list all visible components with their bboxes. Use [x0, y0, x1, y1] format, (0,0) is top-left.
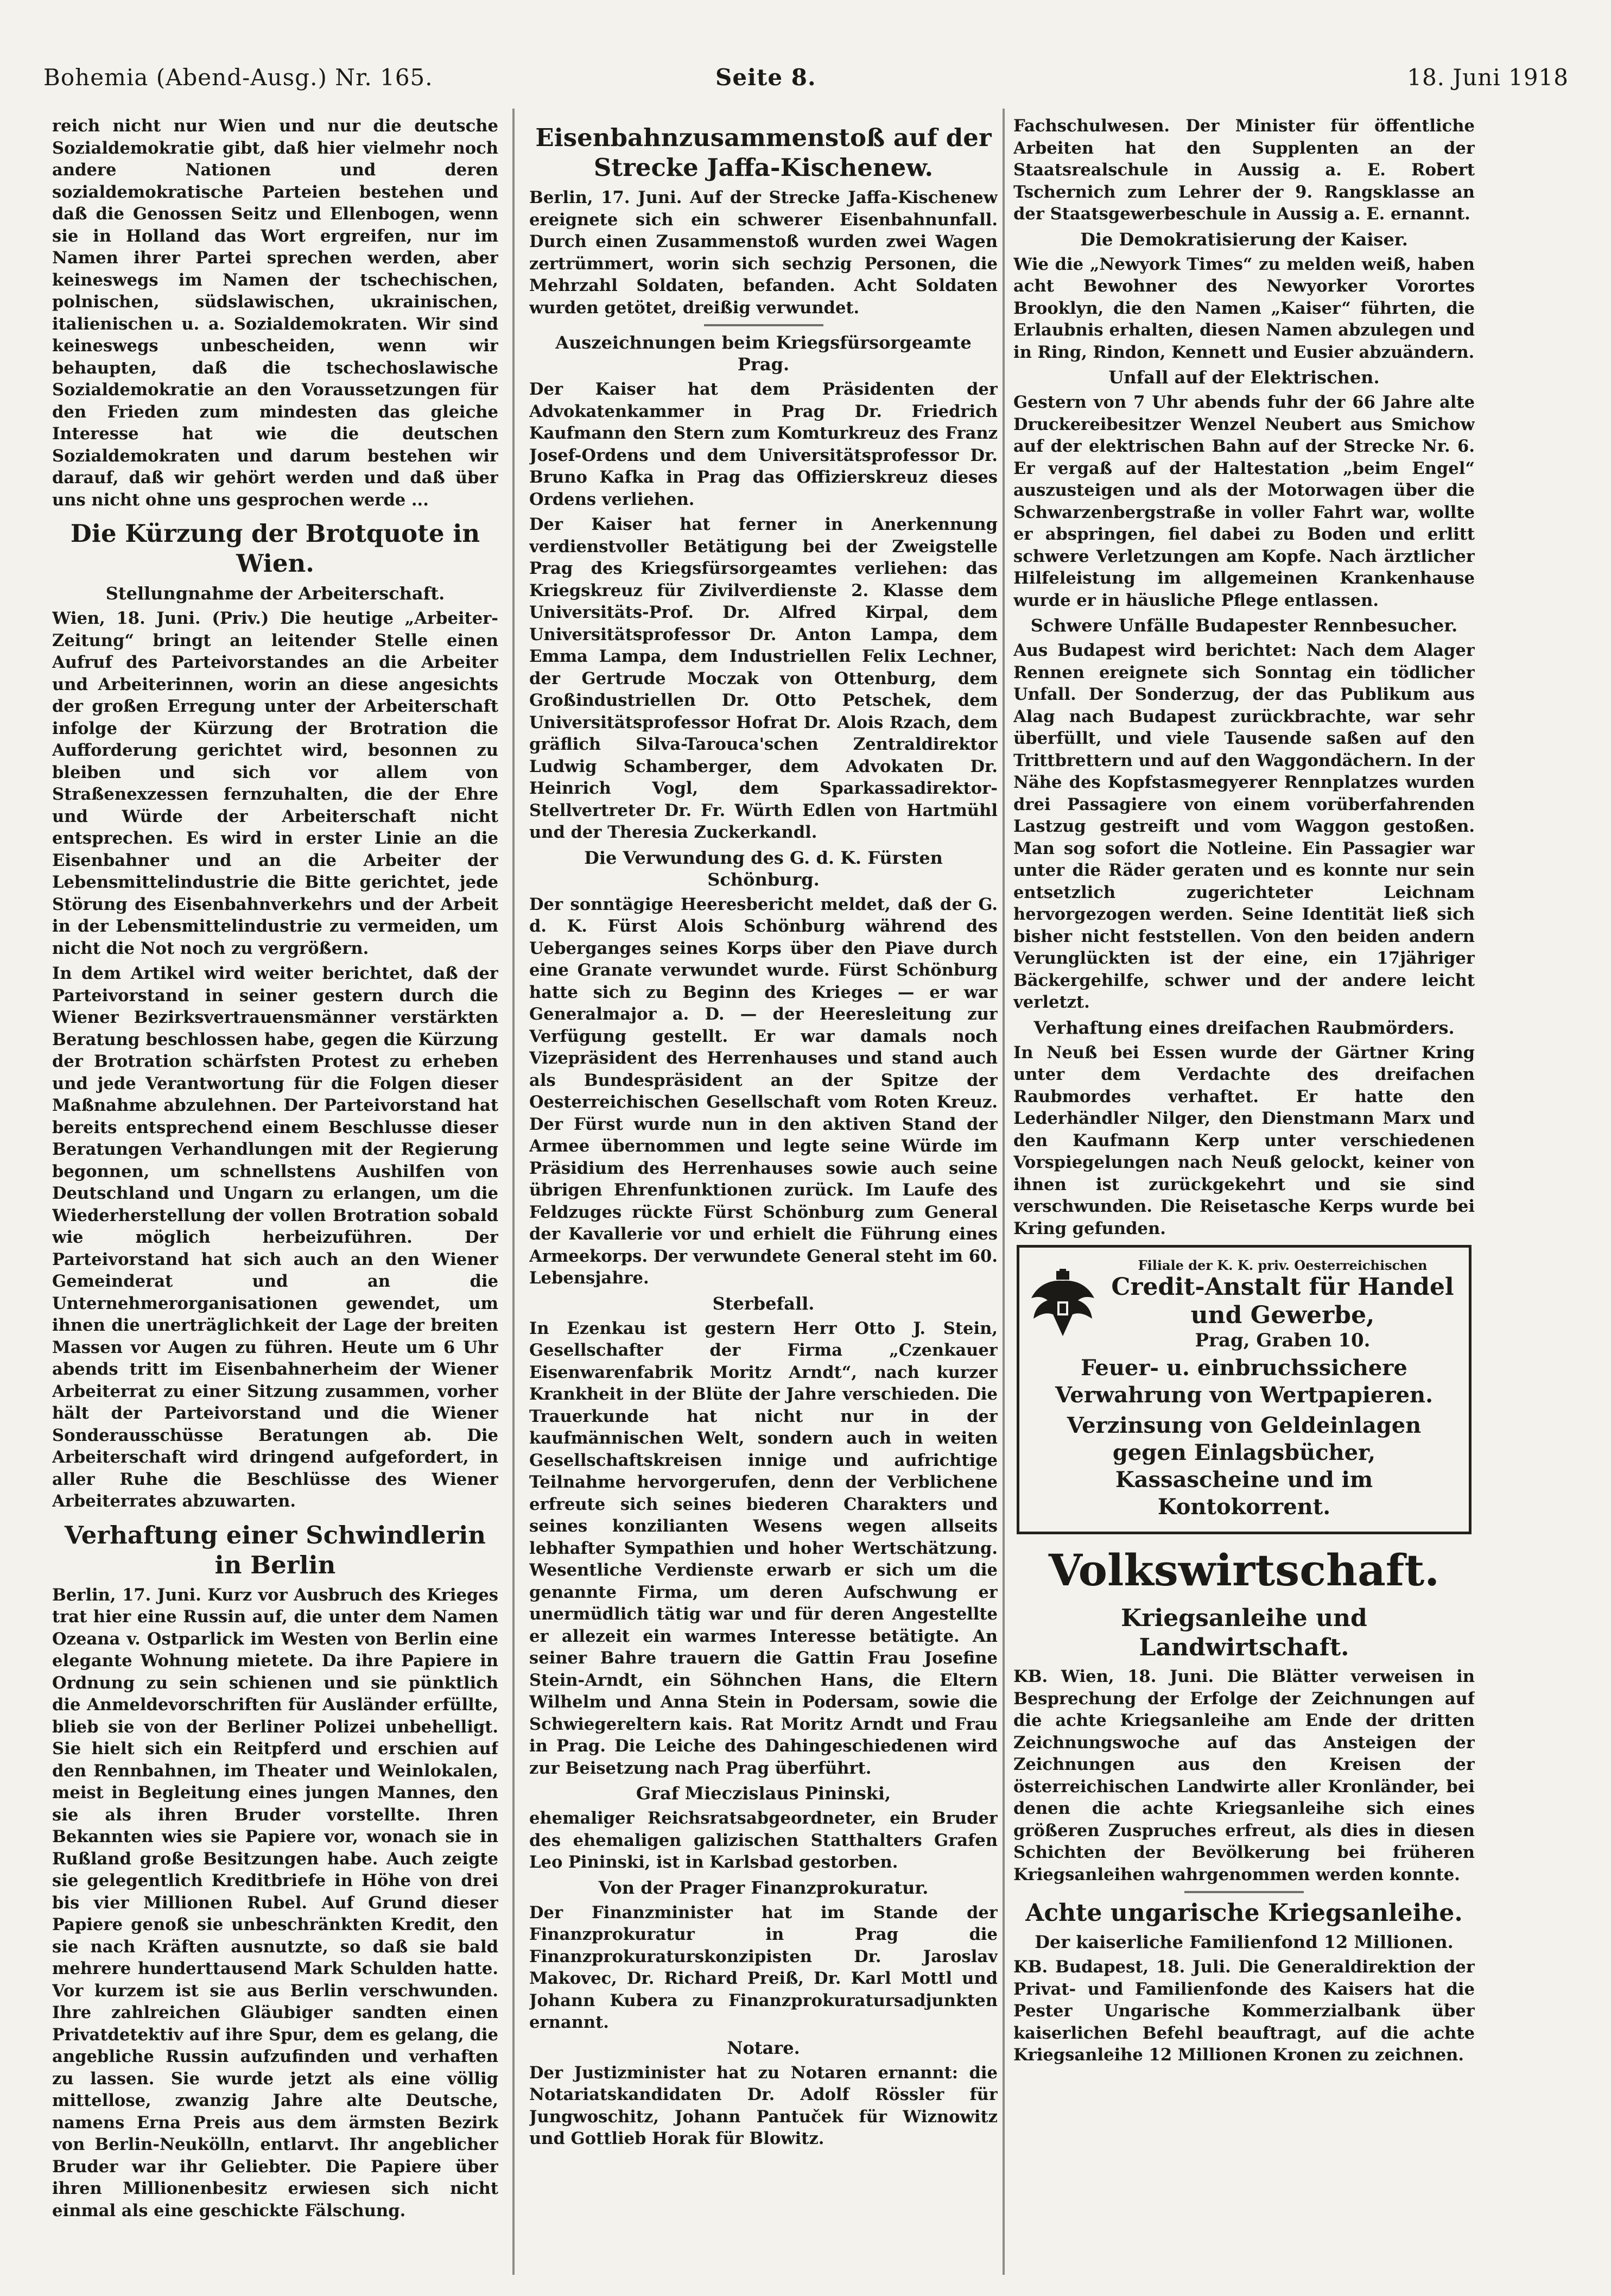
- ad-service-line: Feuer- u. einbruchssichere Verwahrung von Wertpapieren.: [1055, 1355, 1434, 1408]
- article-paragraph: Der Finanzminister hat im Stande der Finanzprokuratur in Prag die Finanzprokuraturskonzipisten Dr. Jaroslav Makovec, Dr. Richard Preiß, Dr. Karl Mottl und Johann Kubera zu Finanzprokuratursadjunkten ernannt.: [529, 1902, 998, 2032]
- article-paragraph: In Ezenkau ist gestern Herr Otto J. Stein, Gesellschafter der Firma „Czenkauer Eisenwarenfabrik Moritz Arndt“, nach kurzer Krankheit in der Blüte der Jahre verschieden. Die Trauerkunde hat nicht nur in der kaufmännischen Welt, sondern auch in weiten Gesellschaftskreisen innige und aufrichtige Teilnahme hervorgerufen, denn der Verblichene erfreute sich seines biederen Charakters und seines konzilianten Wesens wegen allseits lebhafter Sympathien und hoher Wertschätzung. Wesentliche Verdienste erwarb er sich um die genannte Firma, um deren Aufschwung er unermüdlich tätig war und für deren Angestellte er allezeit ein warmes Interesse betätigte. An seiner Bahre trauern die Gattin Frau Josefine Stein-Arndt, ein Söhnchen Hans, die Eltern Wilhelm und Anna Stein in Podersam, sowie die Schwiegereltern kais. Rat Moritz Arndt und Frau in Prag. Die Leiche des Dahingeschiedenen wird zur Beisetzung nach Prag überführt.: [529, 1318, 998, 1778]
- double-eagle-emblem-icon: [1028, 1269, 1098, 1340]
- article-paragraph: Der Kaiser hat ferner in Anerkennung verdienstvoller Betätigung bei der Zweigstelle Prag des Kriegsfürsorgeamtes verliehen: das Kriegskreuz für Zivilverdienste 2. Klasse dem Universitäts-Prof. Dr. Alfred Kirpal, dem Universitätsprofessor Dr. Anton Lampa, dem Emma Lampa, dem Industriellen Felix Lechner, der Gertrude Moczak von Ottenburg, dem Großindustriellen Dr. Otto Petschek, dem Universitätsprofessor Hofrat Dr. Alois Rzach, dem gräflich Silva-Tarouca'schen Zentraldirektor Ludwig Schamberger, dem Advokaten Dr. Heinrich Vogl, dem Sparkassadirektor-Stellvertreter Dr. Fr. Würth Edlen von Hartmühl und der Theresia Zuckerkandl.: [529, 515, 998, 842]
- column-divider: [1003, 109, 1005, 2275]
- article-paragraph: KB. Budapest, 18. Juli. Die Generaldirektion der Privat- und Familienfonde des Kaisers hat die Pester Ungarische Kommerzialbank über kaiserlichen Befehl beauftragt, auf die achte Kriegsanleihe 12 Millionen Kronen zu zeichnen.: [1013, 1957, 1475, 2065]
- column-1: [52, 115, 498, 2265]
- page-number: Seite 8.: [715, 64, 816, 91]
- article-headline: Die Verwundung des G. d. K. Fürsten Schönburg.: [584, 847, 943, 890]
- article-headline: Sterbefall.: [712, 1293, 815, 1314]
- article-paragraph: In Neuß bei Essen wurde der Gärtner Kring unter dem Verdachte des dreifachen Raubmordes verhaftet. Er hatte den Lederhändler Nilger, den Dienstmann Marx und den Kaufmann Kerp unter verschiedenen Vorspiegelungen nach Neuß gelockt, keiner von ihnen ist zurückgekehrt und sie sind verschwunden. Die Reisetasche Kerps wurde bei Kring gefunden.: [1013, 1042, 1475, 1238]
- article-headline: Kriegsanleihe und Landwirtschaft.: [1121, 1604, 1367, 1661]
- article-headline: Verhaftung einer Schwindlerin in Berlin: [64, 1520, 486, 1579]
- article-paragraph: KB. Wien, 18. Juni. Die Blätter verweisen in Besprechung der Erfolge der Zeichnungen auf die achte Kriegsanleihe am Ende der dritten Zeichnungswoche auf das Ansteigen der Zeichnungen aus den Kreisen der österreichischen Landwirte aller Kronländer, bei denen die achte Kriegsanleihe sich eines größeren Zuspruches erfreut, als dies in diesen Schichten der Bevölkerung bei früheren Kriegsanleihen wahrgenommen werden konnte.: [1013, 1667, 1475, 1884]
- separator-rule: [704, 324, 823, 326]
- article-headline: Achte ungarische Kriegsanleihe.: [1025, 1899, 1463, 1927]
- article-paragraph: Berlin, 17. Juni. Kurz vor Ausbruch des Krieges trat hier eine Russin auf, die unter dem Namen Ozeana v. Ostparlick im Westen von Berlin eine elegante Wohnung mietete. Da ihre Papiere in Ordnung zu sein schienen und sie pünktlich die Anmeldevorschriften für Ausländer erfüllte, blieb sie von der Berliner Polizei unbehelligt. Sie hielt sich ein Reitpferd und erschien auf den Rennbahnen, im Theater und Weinlokalen, meist in Begleitung eines jungen Mannes, den sie als ihren Bruder vorstellte. Ihren Bekannten wies sie Papiere vor, wonach sie in Rußland große Besitzungen habe. Auch zeigte sie gelegentlich Kreditbriefe in Höhe von drei bis vier Millionen Rubel. Auf Grund dieser Papiere genoß sie unbeschränkten Kredit, den sie nach Kräften ausnutzte, so daß sie bald mehrere hunderttausend Mark Schulden hatte. Vor kurzem ist sie aus Berlin verschwunden. Ihre zahlreichen Gläubiger sandten einen Privatdetektiv auf ihre Spur, dem es gelang, die angebliche Russin aufzufinden und verhaften zu lassen. Sie wurde jetzt als eine völlig mittellose, zwanzig Jahre alte Deutsche, namens Erna Preis aus dem ärmsten Bezirk von Berlin-Neukölln, entlarvt. Ihr angeblicher Bruder war ihr Geliebter. Die Papiere über ihren Millionenbesitz erwiesen sich nicht einmal als eine geschickte Fälschung.: [52, 1585, 498, 2221]
- article-headline: Notare.: [727, 2037, 800, 2058]
- ad-address: Prag, Graben 10.: [1195, 1330, 1371, 1351]
- advertisement-header: [1028, 1257, 1460, 1351]
- advertisement-title-block: [1105, 1257, 1460, 1351]
- bank-advertisement: [1017, 1245, 1472, 1534]
- article-headline: Die Demokratisierung der Kaiser.: [1080, 229, 1408, 250]
- article-paragraph: In dem Artikel wird weiter berichtet, daß der Parteivorstand in seiner gestern durch die Wiener Bezirksvertrauensmänner verstärkten Beratung beschlossen habe, gegen die Kürzung der Brotration schärfsten Protest zu erheben und jede Verantwortung für die Folgen dieser Maßnahme abzulehnen. Der Parteivorstand hat bereits entsprechend einem Beschlusse dieser Beratungen Verhandlungen mit der Regierung begonnen, um schnellstens Aushilfen von Deutschland und Ungarn zu erlangen, um die Wiederherstellung der vollen Brotration sobald wie möglich herbeizuführen. Der Parteivorstand hat sich auch an den Wiener Gemeinderat und an die Unternehmerorganisationen gewendet, um ihnen die unerträglichkeit der Lage der breiten Massen vor Augen zu führen. Heute um 6 Uhr abends tritt im Eisenbahnerheim der Wiener Arbeiterrat zu einer Sitzung zusammen, vorher hält der Parteivorstand und die Wiener Sonderausschüsse Beratungen ab. Die Arbeiterschaft wird dringend aufgefordert, in aller Ruhe die Beschlüsse des Wiener Arbeiterrates abzuwarten.: [52, 964, 498, 1511]
- article-paragraph: Der Kaiser hat dem Präsidenten der Advokatenkammer in Prag Dr. Friedrich Kaufmann den Stern zum Komturkreuz des Franz Josef-Ordens und dem Universitätsprofessor Dr. Bruno Kafka in Prag das Offizierskreuz dieses Ordens verliehen.: [529, 379, 998, 509]
- article-continuation: Fachschulwesen. Der Minister für öffentliche Arbeiten hat den Supplenten an der Staatsrealschule in Aussig a. E. Robert Tschernich zum Lehrer der 9. Rangsklasse an der Staatsgewerbeschule in Aussig a. E. ernannt.: [1013, 116, 1475, 224]
- article-paragraph: Berlin, 17. Juni. Auf der Strecke Jaffa-Kischenew ereignete sich ein schwerer Eisenbahnunfall. Durch einen Zusammenstoß wurden zwei Wagen zertrümmert, worin sich sechzig Personen, die Mehrzahl Soldaten, befanden. Acht Soldaten wurden getötet, dreißig verwundet.: [529, 188, 998, 318]
- ad-service-line: Verzinsung von Geldeinlagen gegen Einlagsbücher, Kassascheine und im Kontokorrent.: [1067, 1413, 1422, 1520]
- article-headline: Auszeichnungen beim Kriegsfürsorgeamte Prag.: [555, 332, 972, 375]
- article-paragraph: Gestern von 7 Uhr abends fuhr der 66 Jahre alte Druckereibesitzer Wenzel Neubert aus Smichow auf der elektrischen Bahn auf der Strecke Nr. 6. Er vergaß auf der Haltestation „beim Engel“ auszusteigen und als der Motorwagen über die Schwarzenbergstraße in voller Fahrt war, wollte er abspringen, fiel dabei zu Boden und erlitt schwere Verletzungen am Kopfe. Nach ärztlicher Hilfeleistung im allgemeinen Krankenhause wurde er in häusliche Pflege entlassen.: [1013, 393, 1475, 610]
- ad-bank-name: Credit-Anstalt für Handel und Gewerbe,: [1111, 1273, 1454, 1329]
- article-headline: Schwere Unfälle Budapester Rennbesucher.: [1030, 615, 1458, 636]
- masthead-issue: Bohemia (Abend-Ausg.) Nr. 165.: [43, 64, 433, 91]
- article-paragraph: ehemaliger Reichsratsabgeordneter, ein Bruder des ehemaligen galizischen Statthalters Grafen Leo Pininski, ist in Karlsbad gestorben.: [529, 1808, 998, 1872]
- article-headline: Die Kürzung der Brotquote in Wien.: [70, 519, 480, 578]
- article-paragraph: Der sonntägige Heeresbericht meldet, daß der G. d. K. Fürst Alois Schönburg während des Ueberganges seines Korps über den Piave durch eine Granate verwundet wurde. Fürst Schönburg hatte sich zu Beginn des Krieges — er war Generalmajor a. D. — der Heeresleitung zur Verfügung gestellt. Er war damals noch Vizepräsident des Herrenhauses und stand auch als Bundespräsident an der Spitze der Oesterreichischen Gesellschaft vom Roten Kreuz. Der Fürst wurde nun in den aktiven Stand der Armee übernommen und legte seine Würde im Präsidium des Herrenhauses sowie auch seine übrigen Ehrenfunktionen zurück. Im Laufe des Feldzuges rückte Fürst Schönburg zum General der Kavallerie vor und erhielt die Führung eines Armeekorps. Der verwundete General steht im 60. Lebensjahre.: [529, 894, 998, 1288]
- article-paragraph: Aus Budapest wird berichtet: Nach dem Alager Rennen ereignete sich Sonntag ein tödlicher Unfall. Der Sonderzug, der das Publikum aus Alag nach Budapest zurückbrachte, war sehr überfüllt, und viele Tausende saßen auf den Trittbrettern und auf den Waggondächern. In der Nähe des Kopfstasmegyerer Rennplatzes wurden drei Passagiere von einem vorüberfahrenden Lastzug gestreift und vom Waggon gestoßen. Man sog sofort die Notleine. Ein Passagier war unter die Räder geraten und es konnte nur sein entsetzlich zugerichteter Leichnam hervorgezogen werden. Seine Identität ließ sich bisher nicht feststellen. Von den beiden andern Verunglückten ist der eine, ein 17jähriger Bäckergehilfe, schwer und der andere leicht verletzt.: [1013, 641, 1475, 1012]
- article-headline: Verhaftung eines dreifachen Raubmörders.: [1033, 1017, 1455, 1038]
- issue-date: 18. Juni 1918: [1407, 64, 1569, 91]
- column-2: [529, 115, 998, 2265]
- article-headline: Unfall auf der Elektrischen.: [1108, 367, 1380, 388]
- article-headline: Von der Prager Finanzprokuratur.: [598, 1877, 929, 1898]
- ad-filiale-label: Filiale der K. K. priv. Oesterreichischen: [1138, 1257, 1428, 1273]
- article-subheadline: Der kaiserliche Familienfond 12 Millionen.: [1035, 1932, 1454, 1952]
- article-continuation: reich nicht nur Wien und nur die deutsche Sozialdemokratie gibt, daß hier vielmehr noch andere Nationen und deren sozialdemokratische Parteien bestehen und daß die Genossen Seitz und Ellenbogen, wenn sie in Holland das Wort ergreifen, nur im Namen ihrer Partei sprechen werden, aber keineswegs im Namen der tschechischen, polnischen, südslawischen, ukrainischen, italienischen u. a. Sozialdemokraten. Wir sind keineswegs unbescheiden, wenn wir behaupten, daß die tschechoslawische Sozialdemokratie an den Voraussetzungen für den Frieden zum mindesten das gleiche Interesse hat wie die deutschen Sozialdemokraten und darum bestehen wir darauf, daß wir gehört werden und daß über uns nicht ohne uns gesprochen werde ...: [52, 116, 498, 510]
- article-headline: Graf Mieczislaus Pininski,: [636, 1783, 891, 1804]
- column-3: [1013, 115, 1475, 2265]
- article-subheadline: Stellungnahme der Arbeiterschaft.: [105, 583, 445, 604]
- article-paragraph: Wien, 18. Juni. (Priv.) Die heutige „Arbeiter-Zeitung“ bringt an leitender Stelle einen Aufruf des Parteivorstandes an die Arbeiter und Arbeiterinnen, worin an diese angesichts der großen Erregung unter der Arbeiterschaft infolge der Kürzung der Brotration die Aufforderung gerichtet wird, besonnen zu bleiben und sich vor allem von Straßenexzessen fernzuhalten, die der Ehre und Würde der Arbeiterschaft nicht entsprechen. Es wird in erster Linie an die Eisenbahner und an die Arbeiter der Lebensmittelindustrie die Bitte gerichtet, jede Störung des Eisenbahnverkehrs und der Arbeit in der Lebensmittelindustrie zu vermeiden, um nicht die Not noch zu vergrößern.: [52, 609, 498, 958]
- column-divider: [512, 109, 515, 2275]
- article-paragraph: Wie die „Newyork Times“ zu melden weiß, haben acht Bewohner des Newyorker Vorortes Brooklyn, die den Namen „Kaiser“ führten, die Erlaubnis erhalten, diesen Namen abzulegen und in Ring, Rindon, Kennett und Eusier abzuändern.: [1013, 254, 1475, 362]
- article-headline: Eisenbahnzusammenstoß auf der Strecke Jaffa-Kischenew.: [535, 123, 992, 182]
- article-paragraph: Der Justizminister hat zu Notaren ernannt: die Notariatskandidaten Dr. Adolf Rössler für Jungwoschitz, Johann Pantuček für Wiznowitz und Gottlieb Horak für Blowitz.: [529, 2063, 998, 2148]
- separator-rule: [1184, 1891, 1304, 1893]
- section-title: Volkswirtschaft.: [1048, 1545, 1440, 1596]
